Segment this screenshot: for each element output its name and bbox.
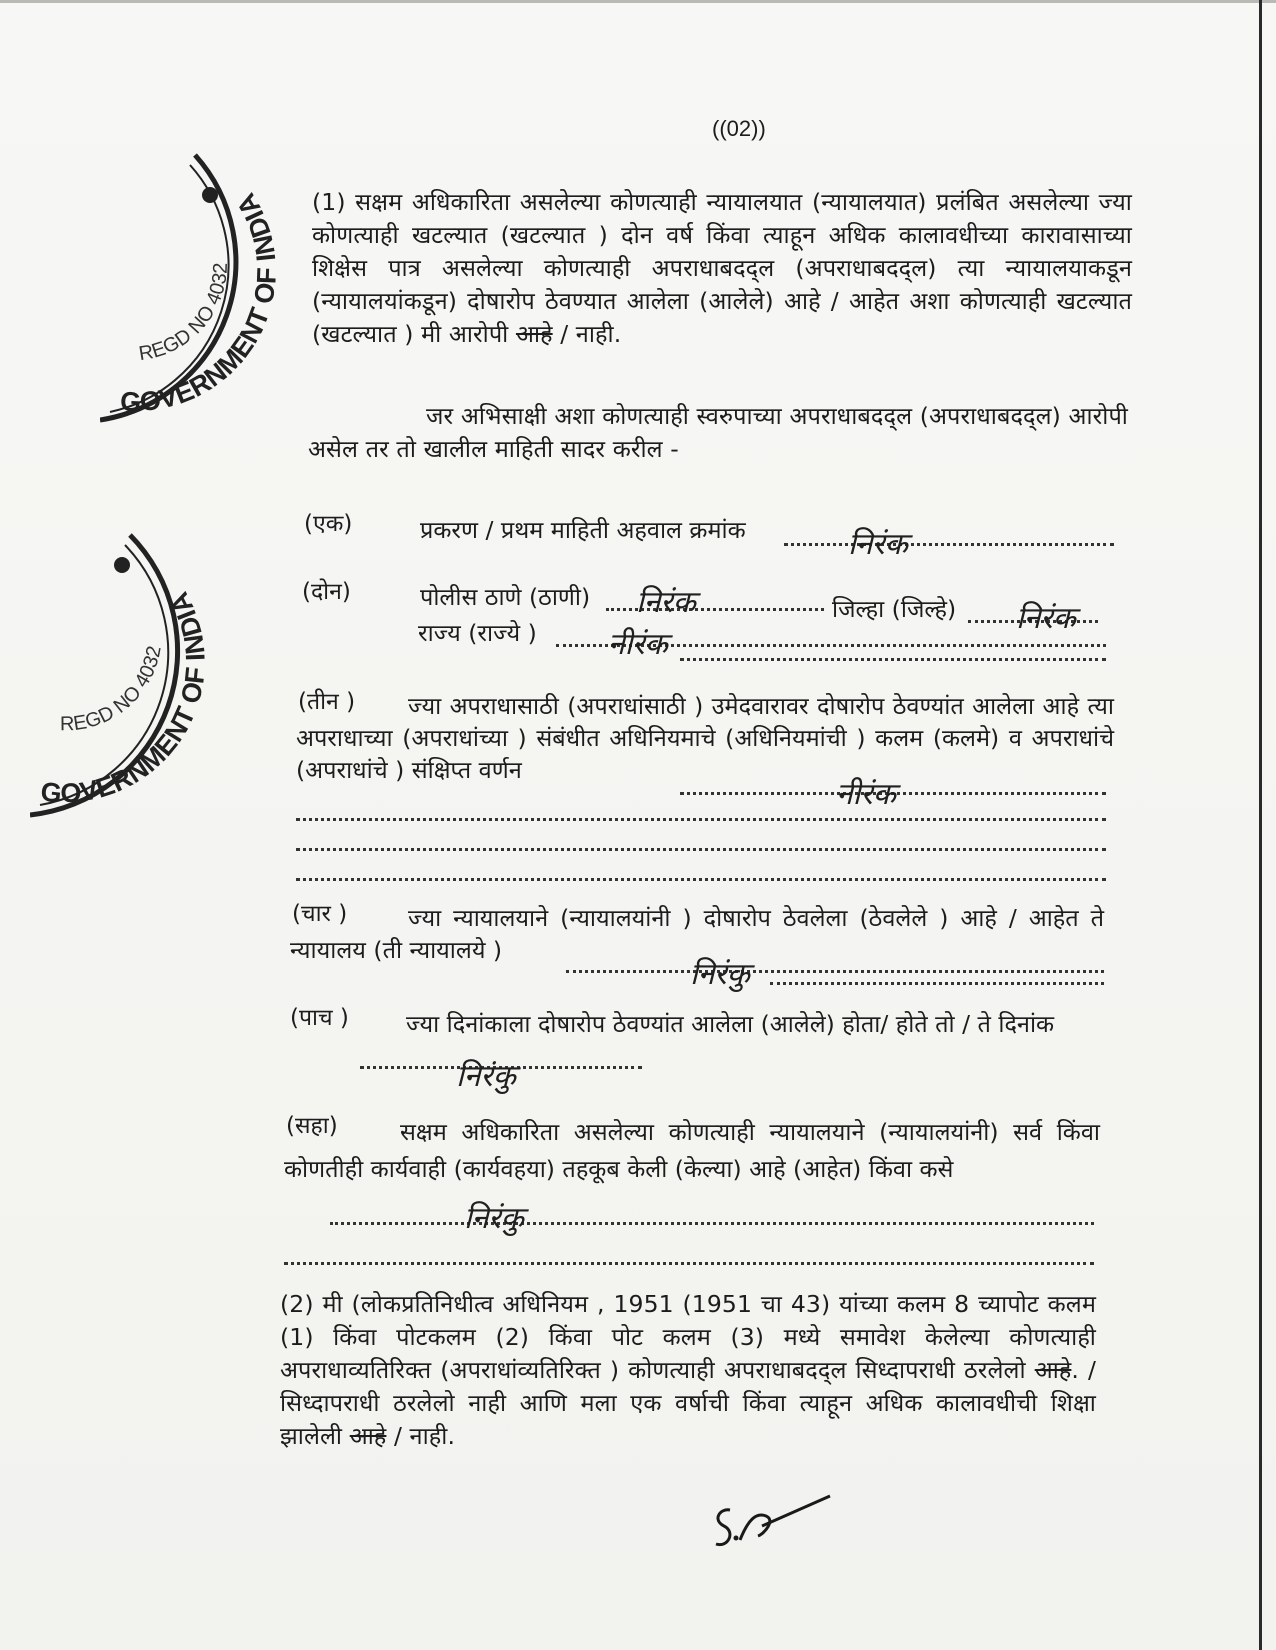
item-three-text-span: ज्या अपराधासाठी (अपराधांसाठी ) उमेदवारावर दोषारोप ठेवण्यांत आलेला आहे त्या अपराधाच्या (अपराधांच्या ) संबंधीत अधिनियमाचे (अधिनियमांची ) कलम (कलमे) व अपराधांचे (अपराधांचे ) संक्षिप्त वर्णन — [296, 692, 1114, 784]
item-two-state-answer: नीरंक — [608, 627, 668, 662]
item-two-state-label: राज्य (राज्ये ) — [418, 619, 537, 647]
item-one-text: प्रकरण / प्रथम माहिती अहवाल क्रमांक — [420, 516, 746, 544]
paragraph-2 — [308, 400, 1128, 466]
stamp-bottom-regd: REGD NO 4032 — [59, 644, 166, 736]
scan-top-edge — [0, 0, 1276, 3]
item-two-police-label: पोलीस ठाणे (ठाणी) — [420, 583, 591, 611]
stamp-bottom-text: GOVERNMENT OF INDIA — [39, 587, 211, 809]
item-four-dots-2 — [770, 982, 1104, 985]
item-three-text — [296, 690, 1114, 786]
page-number: ((02)) — [712, 116, 766, 141]
item-three-answer: नीरंक — [836, 777, 896, 812]
paragraph-3-text-b: . /सिध्दापराधी ठरलेलो नाही आणि मला एक वर्षाची किंवा त्याहून अधिक कालावधीची शिक्षा झालेली — [280, 1356, 1096, 1450]
item-two-police-answer: निरंक — [636, 585, 696, 620]
item-four-label: (चार ) — [292, 901, 348, 927]
item-six-dots-1 — [330, 1222, 1094, 1225]
paragraph-2-text: जर अभिसाक्षी अशा कोणत्याही स्वरुपाच्या अपराधाबदद्ल (अपराधाबदद्ल) आरोपी असेल तर तो खालील माहिती सादर करील - — [308, 402, 1128, 463]
paragraph-3-end: / नाही. — [393, 1422, 456, 1450]
item-five-answer: निरंकु — [456, 1059, 516, 1094]
paragraph-3-struck-2: आहे — [349, 1422, 387, 1450]
item-four-text-span: ज्या न्यायालयाने (न्यायालयांनी ) दोषारोप ठेवलेला (ठेवलेले ) आहे / आहेत ते न्यायालय (ती न्यायालये ) — [290, 904, 1104, 964]
item-five-label: (पाच ) — [290, 1005, 349, 1031]
paragraph-1-end: / नाही. — [560, 320, 622, 348]
item-one-dots — [784, 543, 1114, 546]
item-two-state-dots-2 — [680, 658, 1106, 661]
item-three-dots-2 — [296, 818, 1106, 821]
item-five-text — [288, 1008, 1068, 1040]
item-five-text-span: ज्या दिनांकाला दोषारोप ठेवण्यांत आलेला (आलेले) होता/ होते तो / ते दिनांक — [406, 1010, 1055, 1038]
item-one-answer: निरंक — [848, 527, 908, 562]
paragraph-3 — [280, 1288, 1096, 1453]
item-three-dots-4 — [296, 878, 1106, 881]
item-six-text — [284, 1114, 1100, 1188]
signature — [700, 1490, 850, 1570]
item-six-answer: निरंकु — [464, 1201, 524, 1236]
stamp-top-text: GOVERNMENT OF INDIA — [119, 188, 282, 418]
item-two-district-answer: निरंक — [1016, 601, 1076, 636]
item-two-district-label: जिल्हा (जिल्हे) — [832, 595, 957, 623]
item-three-dots-3 — [296, 848, 1106, 851]
notary-stamp-top — [100, 150, 300, 440]
item-four-dots — [566, 970, 1104, 973]
notary-stamp-bottom — [30, 530, 230, 830]
item-two-label: (दोन) — [302, 579, 351, 605]
item-three-label: (तीन ) — [298, 689, 356, 715]
svg-text:REGD NO 4032 — [60, 644, 166, 735]
paragraph-1-text: (1) सक्षम अधिकारिता असलेल्या कोणत्याही न्यायालयात (न्यायालयात) प्रलंबित असलेल्या ज्या कोणत्याही खटल्यात (खटल्यात ) दोन वर्ष किंवा त्याहून अधिक कालावधीच्या कारावासाच्या शिक्षेस पात्र असलेल्या कोणत्याही अपराधाबदद्ल (अपराधाबदद्ल) त्या न्यायालयाकडून (न्यायालयांकडून) दोषारोप ठेवण्यात आलेला (आलेले) आहे / आहेत अशा कोणत्याही खटल्यात (खटल्यात ) मी आरोपी — [312, 188, 1132, 348]
item-six-dots-2 — [284, 1262, 1094, 1265]
scan-right-edge — [1259, 0, 1262, 1650]
paragraph-3-struck-1: आहे — [1034, 1356, 1072, 1384]
paragraph-1 — [312, 186, 1132, 351]
item-six-label: (सहा) — [286, 1113, 338, 1139]
item-four-answer: निरंकु — [690, 957, 750, 992]
paragraph-3-text-a: (2) मी (लोकप्रतिनिधीत्व अधिनियम , 1951 (1951 चा 43) यांच्या कलम 8 च्यापोट कलम (1) किंवा पोटकलम (2) किंवा पोट कलम (3) मध्ये समावेश केलेल्या कोणत्याही अपराधाव्यतिरिक्त (अपराधांव्यतिरिक्त ) कोणत्याही अपराधाबदद्ल सिध्दापराधी ठरलेलो — [280, 1290, 1096, 1384]
paragraph-1-struck: आहे — [515, 320, 553, 348]
item-six-text-span: सक्षम अधिकारिता असलेल्या कोणत्याही न्यायालयाने (न्यायालयांनी) सर्व किंवा कोणतीही कार्यवाही (कार्यवहया) तहकूब केली (केल्या) आहे (आहेत) किंवा कसे — [284, 1118, 1100, 1183]
svg-text:REGD NO 4032 — [137, 262, 232, 365]
stamp-top-regd: REGD NO 4032 — [137, 262, 232, 366]
item-one-label: (एक) — [304, 511, 353, 537]
